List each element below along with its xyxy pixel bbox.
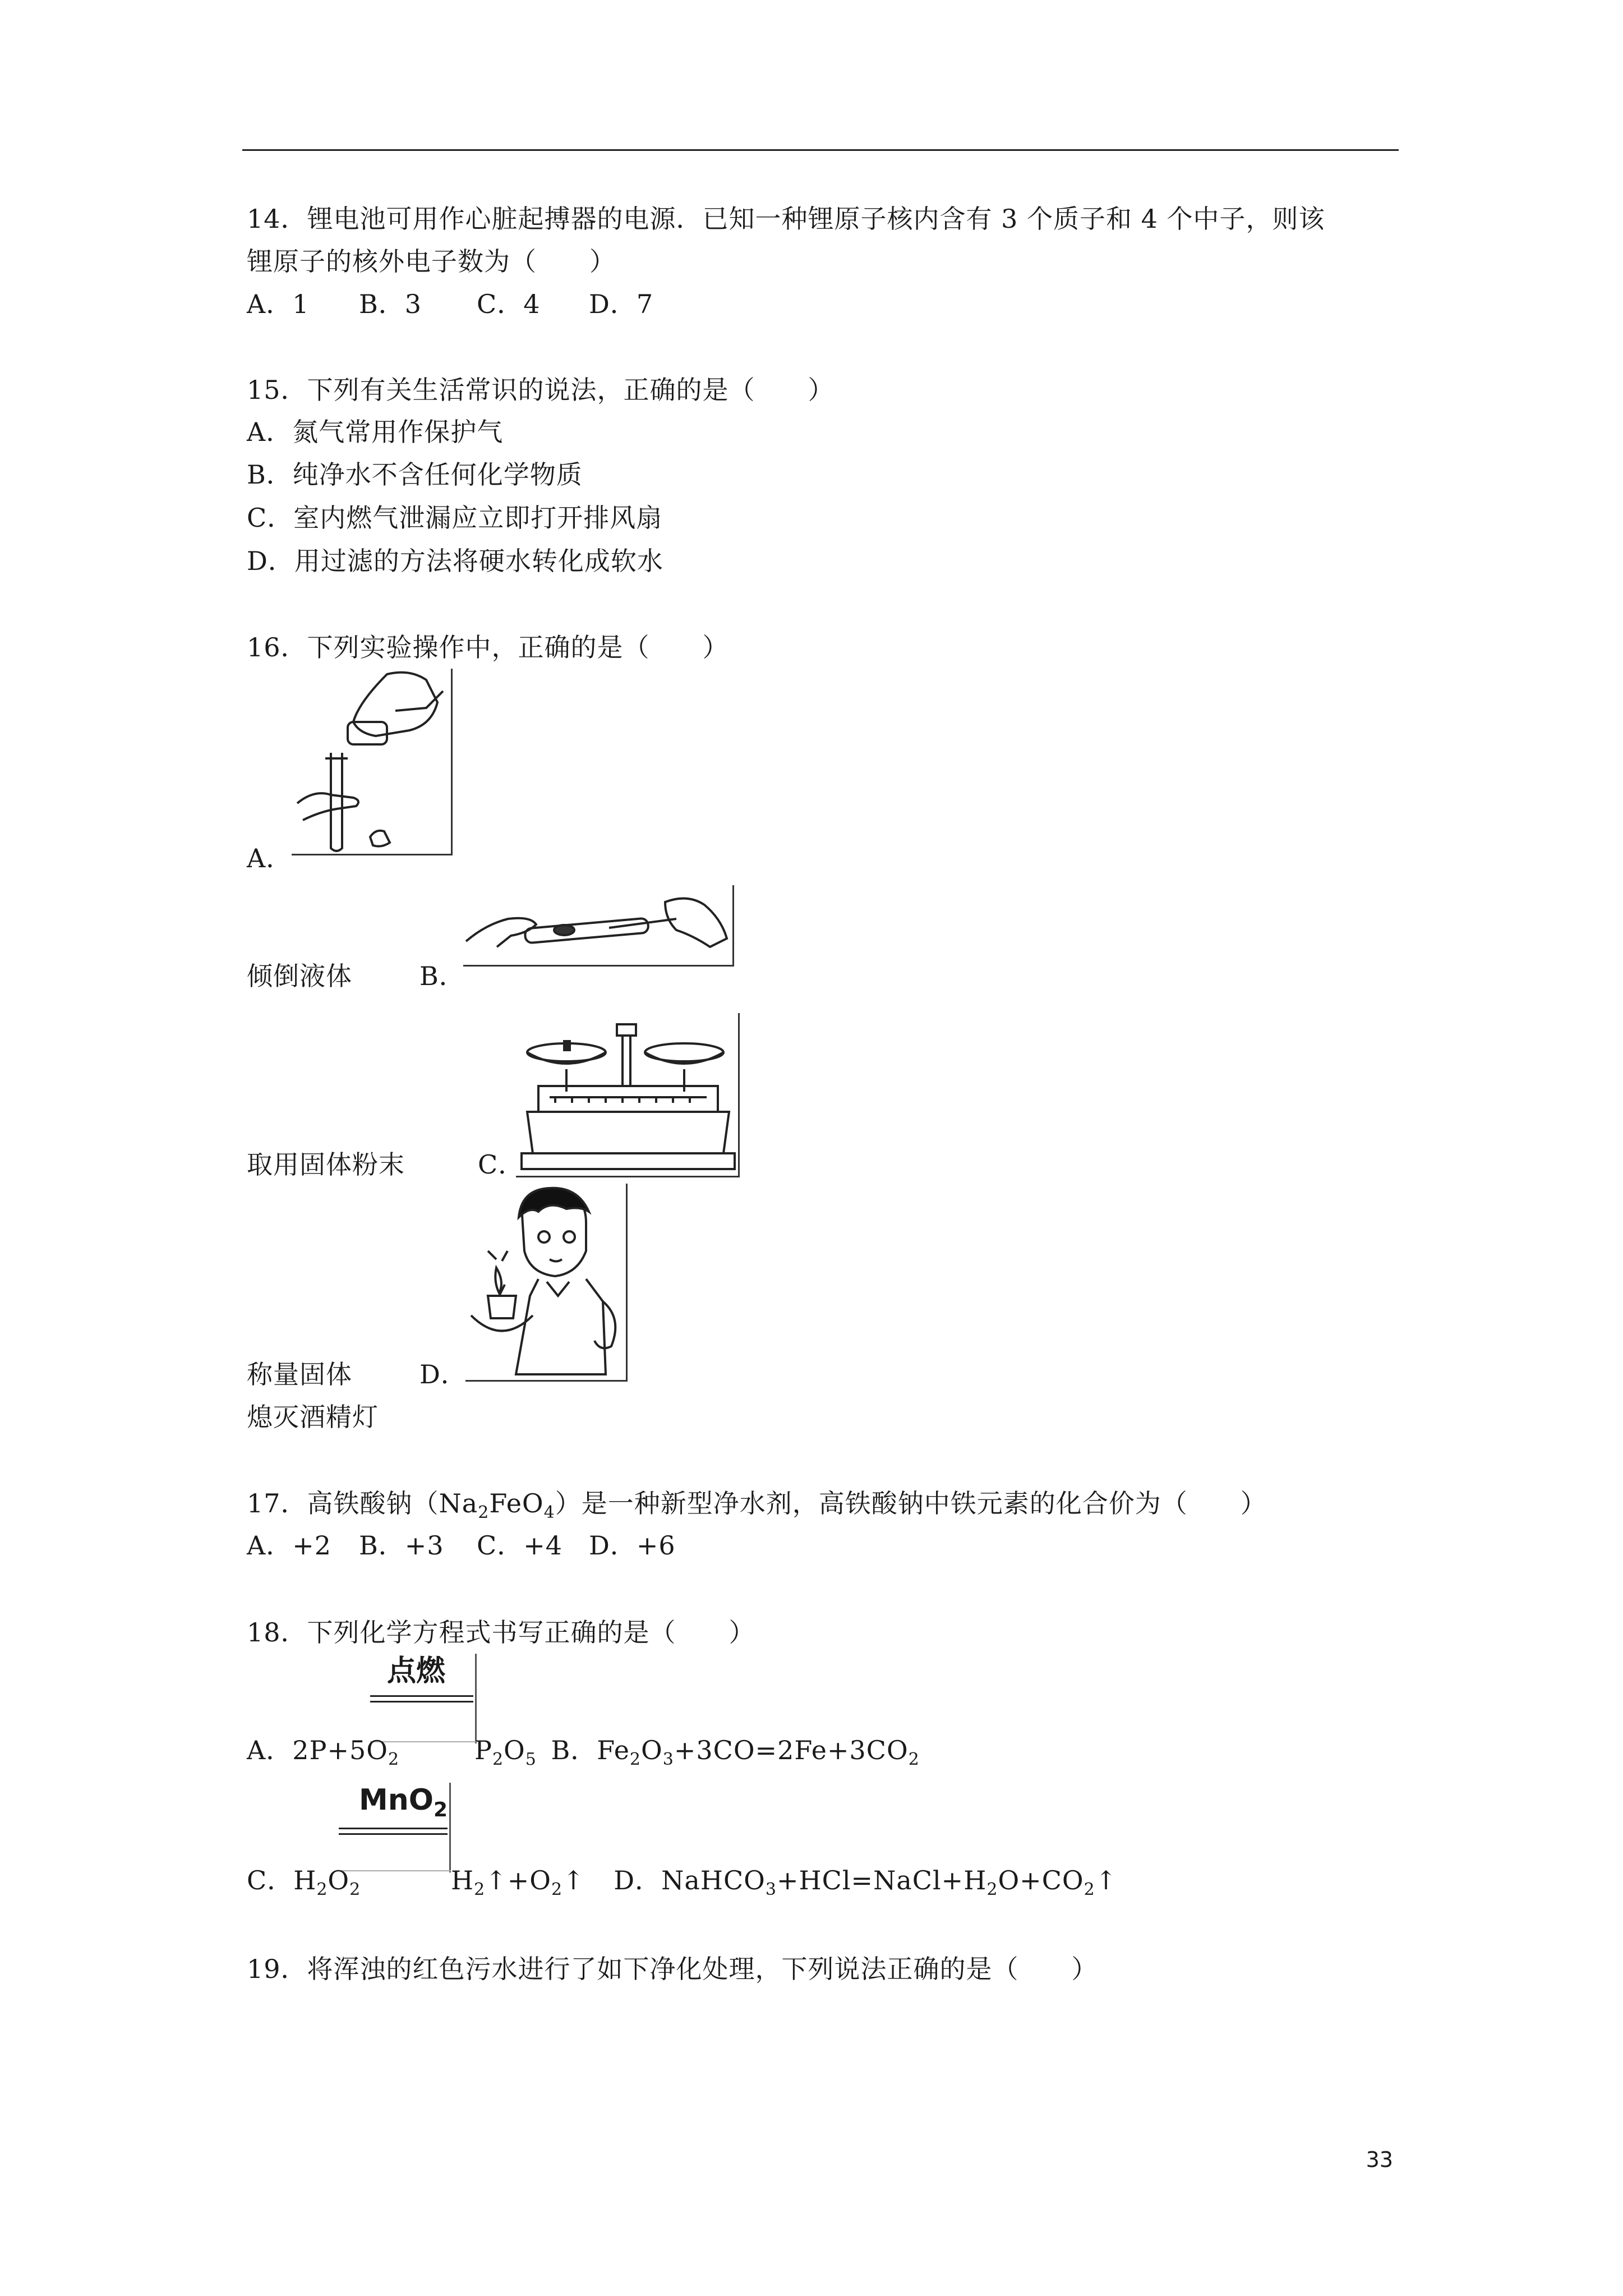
figure-weighing-balance bbox=[516, 1013, 740, 1177]
q16-label-b: B． bbox=[419, 961, 465, 991]
q18-option-a-right-and-b bbox=[474, 1733, 920, 1777]
q18-stem: 18．下列化学方程式书写正确的是（ ） bbox=[247, 1617, 755, 1648]
q18-a-right: P bbox=[474, 1735, 492, 1765]
q18-b-sub2: 3 bbox=[662, 1750, 674, 1769]
q18-c-left-mid: O bbox=[328, 1865, 350, 1895]
q17-option-d: D．+6 bbox=[589, 1530, 676, 1561]
q17-option-a: A．+2 bbox=[247, 1530, 332, 1561]
q17-stem-post: ）是一种新型净水剂，高铁酸钠中铁元素的化合价为（ ） bbox=[555, 1488, 1267, 1519]
q18-c-right-sub2: 2 bbox=[551, 1880, 563, 1899]
q17-sub2: 4 bbox=[543, 1503, 555, 1522]
q18-d-sub1: 3 bbox=[765, 1880, 777, 1899]
q16-caption-b: 取用固体粉末 bbox=[247, 1149, 405, 1180]
q17-options bbox=[247, 1529, 676, 1562]
q17-option-c: C．+4 bbox=[477, 1530, 563, 1561]
q16-label-a: A． bbox=[247, 843, 293, 873]
q14-option-c: C．4 bbox=[477, 289, 541, 319]
q18-c-label: C． bbox=[247, 1865, 294, 1895]
q18-c-right-sub1: 2 bbox=[474, 1880, 486, 1899]
q18-c-right: H bbox=[451, 1865, 474, 1895]
q16-label-d: D． bbox=[419, 1359, 467, 1389]
q17-sub1: 2 bbox=[478, 1503, 490, 1522]
q18-option-c-right-and-d bbox=[451, 1864, 1117, 1907]
q17-stem bbox=[247, 1487, 1267, 1530]
q18-option-a-left bbox=[247, 1733, 399, 1777]
q18-c-right-end: ↑ bbox=[562, 1865, 585, 1895]
q18-d-end: ↑ bbox=[1095, 1865, 1118, 1895]
q14-options bbox=[247, 287, 653, 321]
q14-option-b: B．3 bbox=[359, 289, 422, 319]
q18-a-right-mid: O bbox=[504, 1735, 525, 1765]
q16-caption-c: 称量固体 bbox=[247, 1359, 352, 1389]
condition-catalyst-sub: 2 bbox=[433, 1798, 448, 1821]
q17-option-b: B．+3 bbox=[359, 1530, 444, 1561]
q18-a-label: A． bbox=[247, 1735, 293, 1765]
q18-d-mid1: +HCl=NaCl+H bbox=[776, 1865, 987, 1895]
q16-caption-d: 熄灭酒精灯 bbox=[247, 1402, 379, 1432]
q18-d-sub2: 2 bbox=[986, 1880, 998, 1899]
condition-catalyst-text bbox=[359, 1783, 448, 1828]
q18-b-mid1: O bbox=[641, 1735, 663, 1765]
condition-catalyst-formula: MnO bbox=[359, 1783, 434, 1817]
q16-stem: 16．下列实验操作中，正确的是（ ） bbox=[247, 632, 729, 662]
q17-stem-pre: 17．高铁酸钠（Na bbox=[247, 1488, 478, 1519]
q18-b-text: B．Fe bbox=[551, 1735, 630, 1765]
q18-a-left: 2P+5O bbox=[292, 1735, 388, 1765]
figure-extinguishing-lamp bbox=[465, 1184, 628, 1382]
q18-a-left-sub: 2 bbox=[388, 1750, 400, 1769]
q18-b-sub3: 2 bbox=[908, 1750, 920, 1769]
q18-c-left: H bbox=[293, 1865, 317, 1895]
q16-caption-a: 倾倒液体 bbox=[247, 961, 352, 991]
q18-d-text: D．NaHCO bbox=[614, 1865, 766, 1895]
q14-stem-line2: 锂原子的核外电子数为（ ） bbox=[247, 246, 616, 277]
reaction-condition-catalyst bbox=[339, 1783, 451, 1872]
q17-mid1: FeO bbox=[489, 1488, 544, 1519]
page-number: 33 bbox=[1366, 2147, 1393, 2172]
q18-c-left-sub2: 2 bbox=[349, 1880, 361, 1899]
q14-option-a: A．1 bbox=[247, 289, 310, 319]
figure-pouring-liquid bbox=[292, 669, 453, 855]
q18-b-sub1: 2 bbox=[629, 1750, 642, 1769]
q18-b-mid2: +3CO=2Fe+3CO bbox=[674, 1735, 909, 1765]
reaction-condition-ignite bbox=[370, 1654, 477, 1743]
q18-a-right-sub2: 5 bbox=[525, 1750, 537, 1769]
q15-option-a: A．氮气常用作保护气 bbox=[247, 417, 504, 447]
q16-label-c: C． bbox=[478, 1149, 525, 1180]
q18-d-mid2: O+CO bbox=[998, 1865, 1084, 1895]
q18-c-right-mid: ↑+O bbox=[485, 1865, 552, 1895]
q19-stem: 19．将浑浊的红色污水进行了如下净化处理，下列说法正确的是（ ） bbox=[247, 1954, 1098, 1984]
q14-option-d: D．7 bbox=[589, 289, 654, 319]
condition-ignite-text: 点燃 bbox=[387, 1654, 446, 1688]
q15-stem: 15．下列有关生活常识的说法，正确的是（ ） bbox=[247, 375, 834, 405]
q15-option-c: C．室内燃气泄漏应立即打开排风扇 bbox=[247, 503, 663, 533]
header-rule bbox=[242, 149, 1399, 151]
q15-option-d: D．用过滤的方法将硬水转化成软水 bbox=[247, 546, 663, 576]
q15-option-b: B．纯净水不含任何化学物质 bbox=[247, 459, 583, 490]
q18-a-right-sub1: 2 bbox=[492, 1750, 504, 1769]
q18-option-c-left bbox=[247, 1864, 361, 1907]
figure-taking-powder bbox=[463, 885, 734, 967]
q18-d-sub3: 2 bbox=[1083, 1880, 1095, 1899]
q18-c-left-sub1: 2 bbox=[316, 1880, 328, 1899]
q14-stem-line1: 14．锂电池可用作心脏起搏器的电源．已知一种锂原子核内含有 3 个质子和 4 个中子，则该 bbox=[247, 204, 1325, 234]
